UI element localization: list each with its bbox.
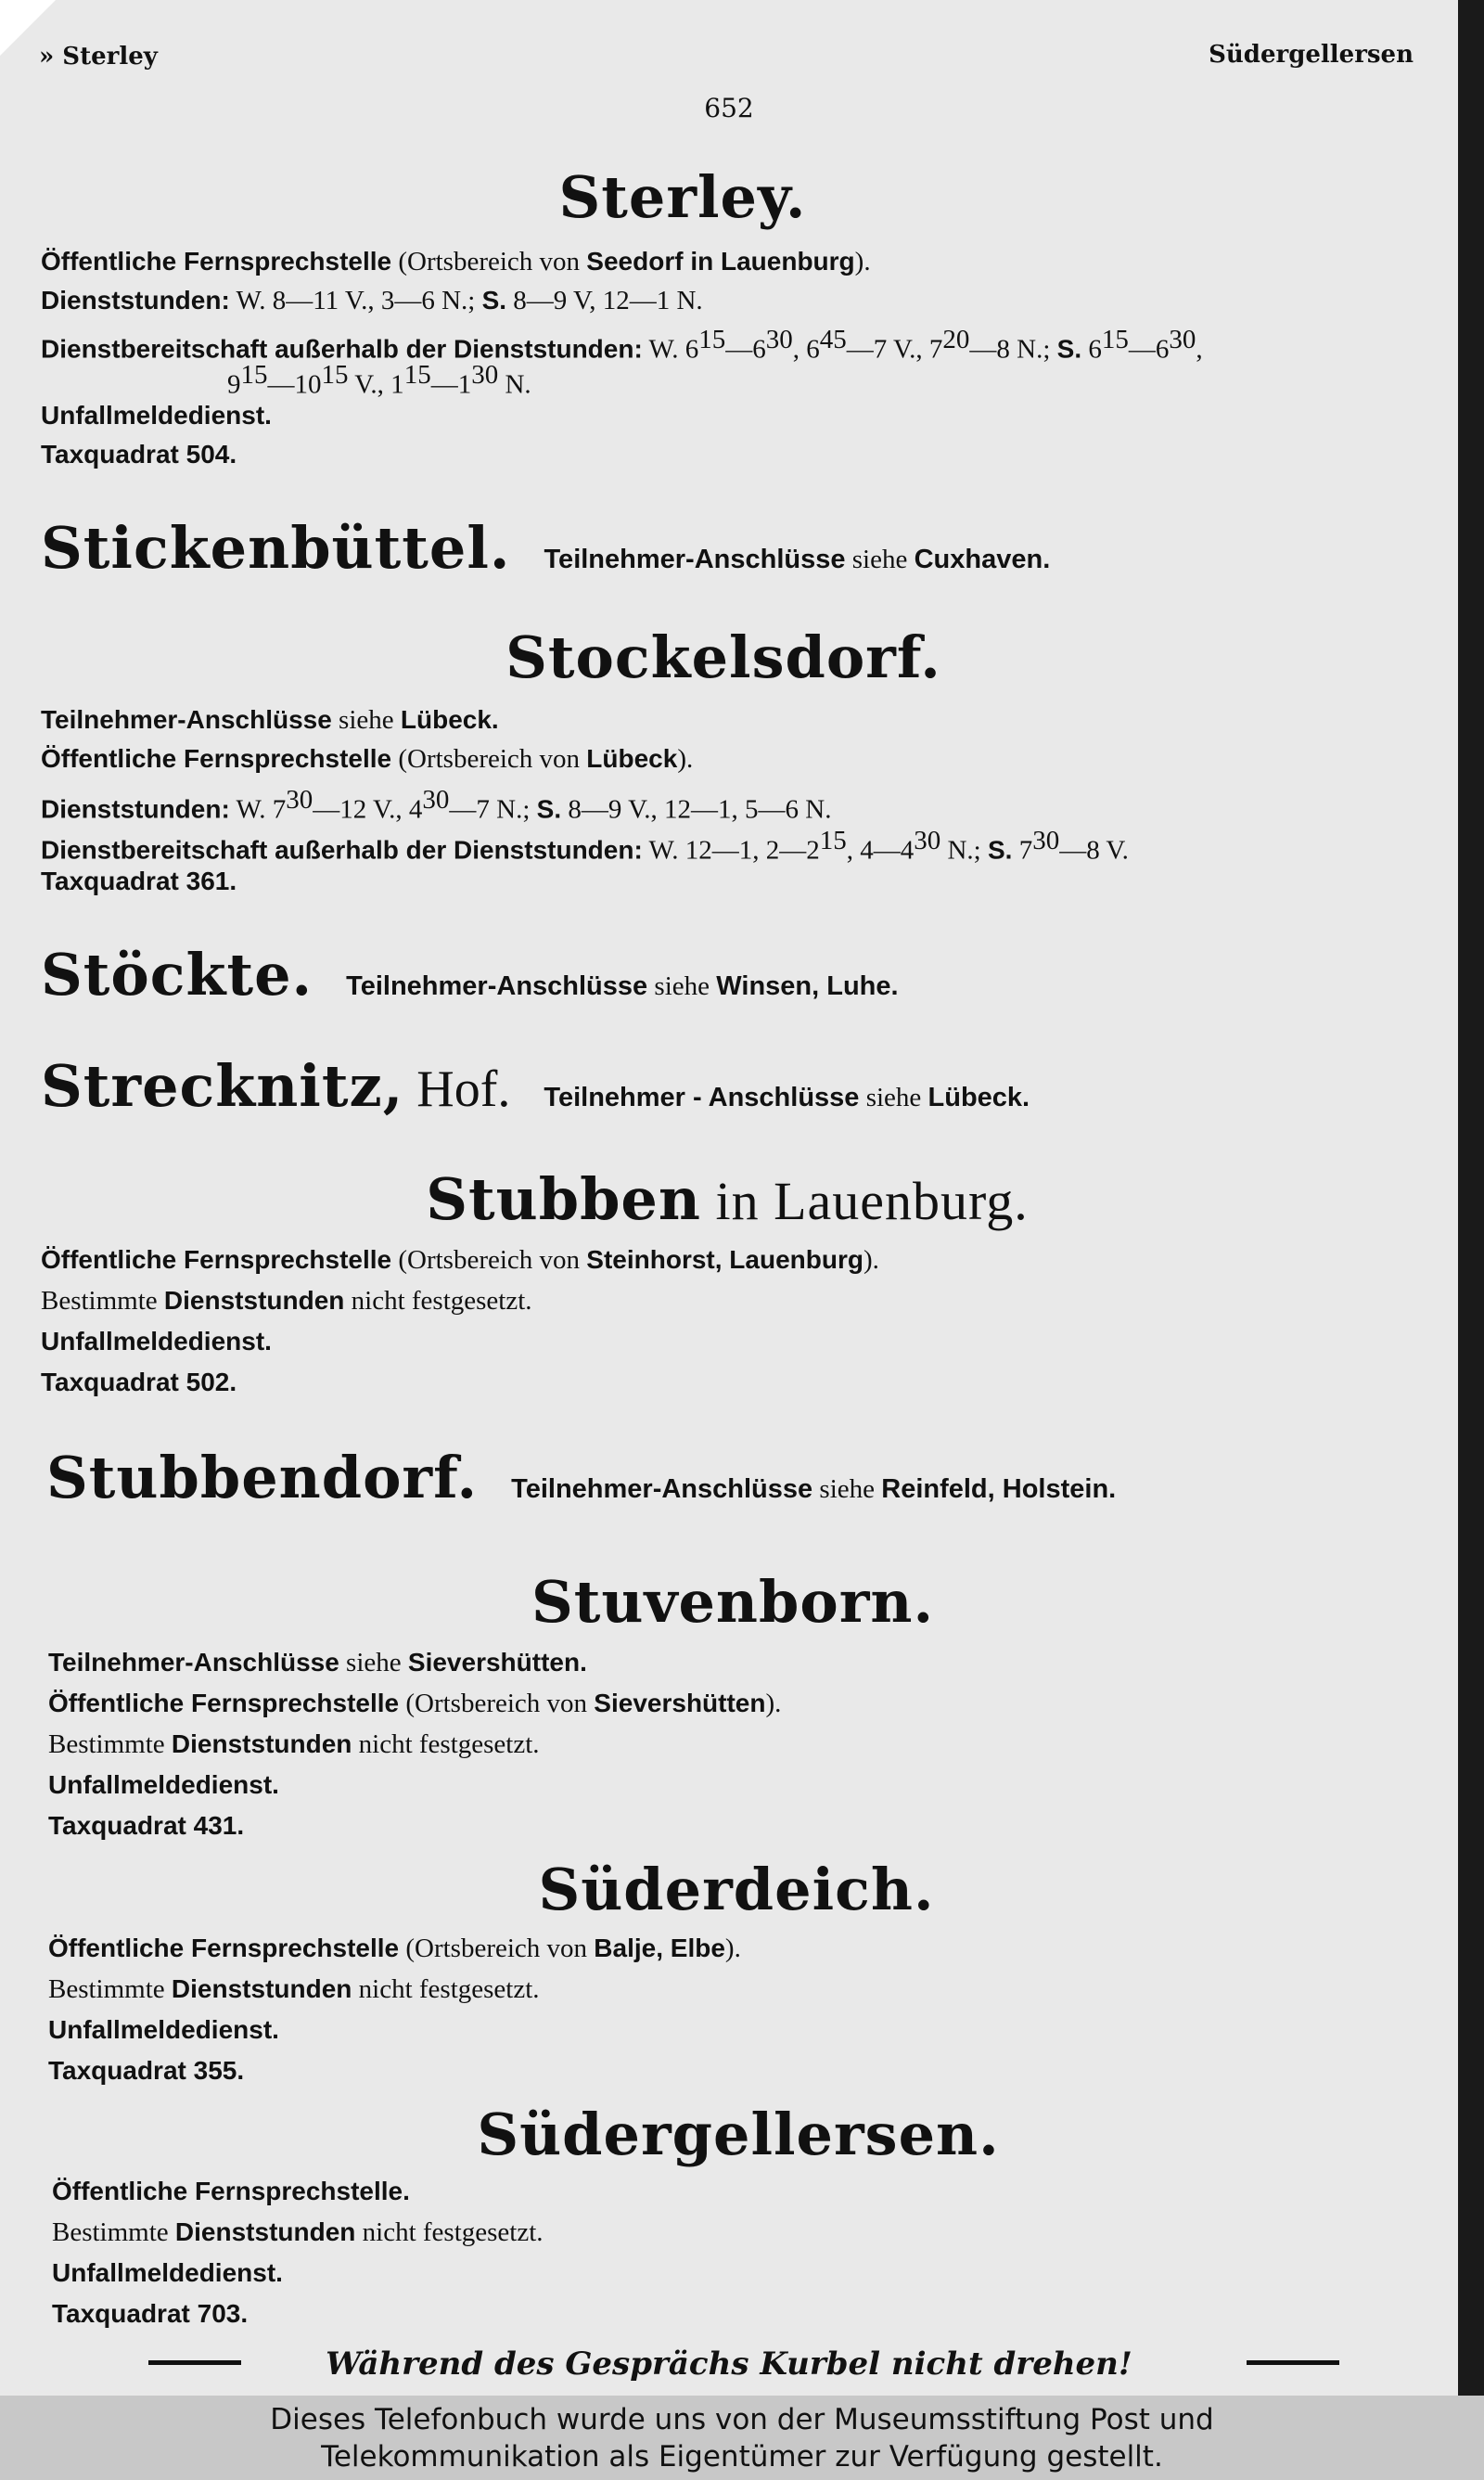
entry-title-suedergellersen: Südergellersen. xyxy=(477,2101,1000,2168)
stockelsdorf-line-3: Dienststunden: W. $7^{30}—12$ V., $4^{30}—7$ N.; S. 8—9 V., 12—1, 5—6 N. xyxy=(41,785,832,825)
stuvenborn-line-5: Taxquadrat 431. xyxy=(48,1811,245,1840)
suederdeich-line-1: Öffentliche Fernsprechstelle (Ortsbereich von Balje, Elbe). xyxy=(48,1934,741,1963)
entry-title-stubbendorf: Stubbendorf. xyxy=(46,1444,479,1511)
suederdeich-line-4: Taxquadrat 355. xyxy=(48,2056,245,2085)
stuvenborn-line-3: Bestimmte Dienststunden nicht festgesetzt. xyxy=(48,1729,540,1759)
entry-title-stockelsdorf: Stockelsdorf. xyxy=(505,623,941,691)
sterley-line-1: Öffentliche Fernsprechstelle (Ortsbereich von Seedorf in Lauenburg). xyxy=(41,247,871,276)
suedergellersen-line-4: Taxquadrat 703. xyxy=(52,2299,249,2328)
notice-line-2: Telekommunikation als Eigentümer zur Verfügung gestellt. xyxy=(321,2440,1163,2474)
stuvenborn-line-4: Unfallmeldedienst. xyxy=(48,1770,279,1799)
entry-title-strecknitz: Strecknitz, xyxy=(41,1052,404,1120)
sterley-line-2: Dienststunden: W. 8—11 V., 3—6 N.; S. 8—9 V, 12—1 N. xyxy=(41,286,703,315)
entry-title-stickenbuettel: Stickenbüttel. xyxy=(41,514,511,582)
entry-strecknitz: Strecknitz, Hof. Teilnehmer - Anschlüsse siehe Lübeck. xyxy=(41,1052,1030,1120)
sterley-line-4: $9^{15}—10^{15}$ V., $1^{15}—1^{30}$ N. xyxy=(227,360,531,400)
stubben-line-3: Unfallmeldedienst. xyxy=(41,1327,272,1356)
suedergellersen-line-1: Öffentliche Fernsprechstelle. xyxy=(52,2177,410,2205)
stockelsdorf-line-1: Teilnehmer-Anschlüsse siehe Lübeck. xyxy=(41,705,499,735)
stockelsdorf-line-5: Taxquadrat 361. xyxy=(41,867,237,895)
ownership-notice xyxy=(0,2396,1484,2480)
page-number: 652 xyxy=(704,93,754,123)
entry-title-suederdeich: Süderdeich. xyxy=(538,1856,935,1923)
entry-stickenbuettel: Stickenbüttel. Teilnehmer-Anschlüsse siehe Cuxhaven. xyxy=(41,514,1051,582)
entry-title-sterley: Sterley. xyxy=(558,163,807,231)
stuvenborn-line-2: Öffentliche Fernsprechstelle (Ortsbereich von Sievershütten). xyxy=(48,1689,782,1718)
stockelsdorf-line-2: Öffentliche Fernsprechstelle (Ortsbereich von Lübeck). xyxy=(41,744,694,774)
notice-line-1: Dieses Telefonbuch wurde uns von der Museumsstiftung Post und xyxy=(270,2403,1214,2436)
stubben-line-2: Bestimmte Dienststunden nicht festgesetzt. xyxy=(41,1286,532,1316)
entry-title-stoeckte: Stöckte. xyxy=(41,941,313,1009)
stubben-line-4: Taxquadrat 502. xyxy=(41,1368,237,1396)
stubben-line-1: Öffentliche Fernsprechstelle (Ortsbereich von Steinhorst, Lauenburg). xyxy=(41,1245,879,1275)
sterley-line-6: Taxquadrat 504. xyxy=(41,440,237,469)
sterley-line-5: Unfallmeldedienst. xyxy=(41,401,272,430)
suedergellersen-line-3: Unfallmeldedienst. xyxy=(52,2258,283,2287)
entry-title-stuvenborn: Stuvenborn. xyxy=(531,1568,935,1636)
suederdeich-line-2: Bestimmte Dienststunden nicht festgesetzt. xyxy=(48,1974,540,2004)
entry-stubbendorf: Stubbendorf. Teilnehmer-Anschlüsse siehe Reinfeld, Holstein. xyxy=(46,1444,1117,1511)
suederdeich-line-3: Unfallmeldedienst. xyxy=(48,2015,279,2044)
stockelsdorf-line-4: Dienstbereitschaft außerhalb der Dienststunden: W. 12—1, $2—2^{15}$, $4—4^{30}$ N.; S. $7^{30}—8$ V. xyxy=(41,826,1129,866)
entry-stoeckte: Stöckte. Teilnehmer-Anschlüsse siehe Winsen, Luhe. xyxy=(41,941,899,1009)
running-head-right: Südergellersen xyxy=(1209,41,1414,69)
sterley-line-3: Dienstbereitschaft außerhalb der Dienststunden: W. $6^{15}—6^{30}$, $6^{45}—7$ V., $7^{20}—8$ N.; S. $6^{15}—6^{30}$, xyxy=(41,325,1203,365)
running-head-left: » Sterley xyxy=(39,43,158,71)
entry-title-stubben: Stubben in Lauenburg. xyxy=(426,1165,1029,1233)
stuvenborn-line-1: Teilnehmer-Anschlüsse siehe Sievershütten. xyxy=(48,1648,587,1677)
footer-rule-right xyxy=(1247,2360,1339,2365)
suedergellersen-line-2: Bestimmte Dienststunden nicht festgesetzt. xyxy=(52,2217,544,2247)
page-edge-shadow xyxy=(1458,0,1484,2396)
footer-warning: Während des Gesprächs Kurbel nicht drehen! xyxy=(326,2345,1132,2383)
